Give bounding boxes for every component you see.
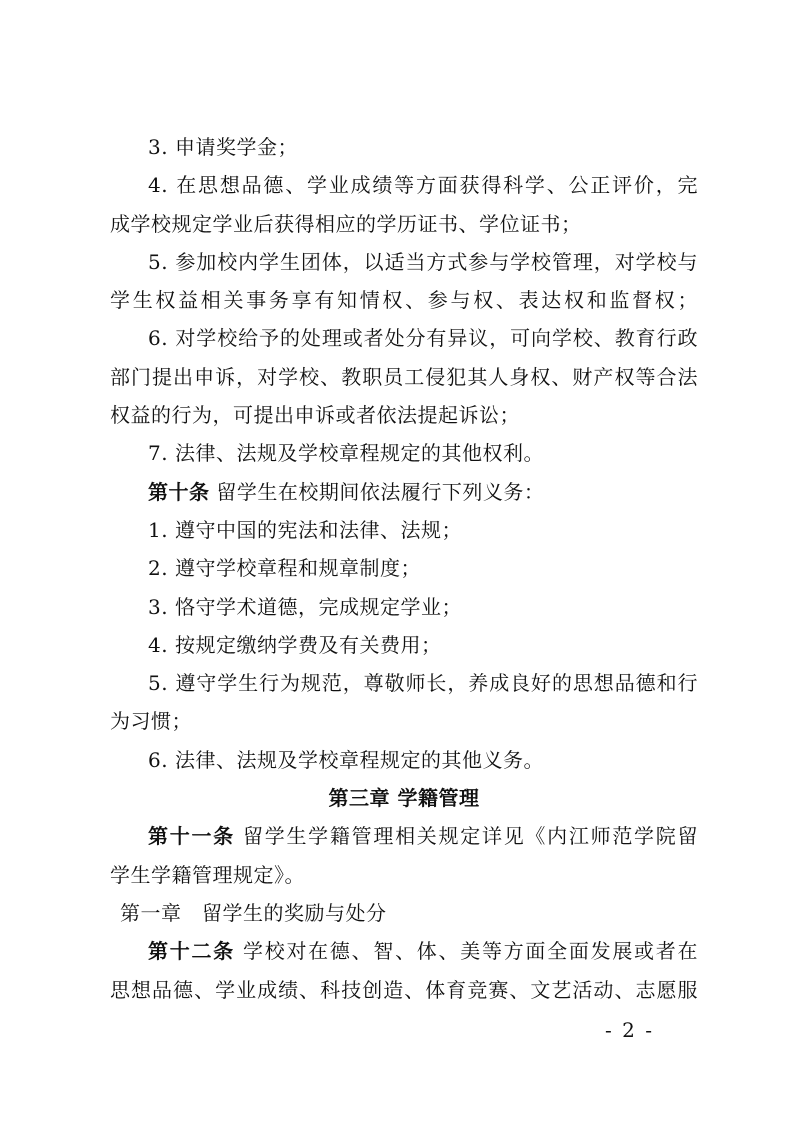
chapter-heading: 第三章 学籍管理 — [328, 786, 480, 811]
text-line: 学生权益相关事务享有知情权、参与权、表达权和监督权； — [110, 288, 698, 313]
article-text: 留学生在校期间依法履行下列义务： — [209, 479, 545, 504]
article-text: 留学生学籍管理相关规定详见《内江师范学院留 — [234, 824, 699, 849]
text-line: 5. 参加校内学生团体，以适当方式参与学校管理，对学校与 — [148, 249, 698, 274]
document-body — [110, 128, 698, 1009]
text-line: 7. 法律、法规及学校章程规定的其他权利。 — [148, 441, 544, 466]
article-label: 第十一条 — [148, 824, 235, 849]
section-heading: 第一章 留学生的奖励与处分 — [120, 900, 387, 925]
text-line: 6. 法律、法规及学校章程规定的其他义务。 — [148, 747, 544, 772]
text-line: 学生学籍管理规定》。 — [110, 862, 305, 887]
page-number: - 2 - — [605, 1018, 654, 1042]
text-line: 权益的行为，可提出申诉或者依法提起诉讼； — [110, 403, 520, 428]
article-label: 第十条 — [148, 479, 210, 504]
article-12 — [110, 932, 698, 970]
article-11 — [110, 817, 698, 855]
text-line: 2. 遵守学校章程和规章制度； — [148, 556, 421, 581]
text-line: 1. 遵守中国的宪法和法律、法规； — [148, 517, 462, 542]
text-line: 为习惯； — [110, 709, 192, 734]
text-line: 6. 对学校给予的处理或者处分有异议，可向学校、教育行政 — [148, 326, 698, 351]
text-line: 5. 遵守学生行为规范，尊敬师长，养成良好的思想品德和行 — [148, 671, 698, 696]
text-line: 3. 恪守学术道德，完成规定学业； — [148, 594, 462, 619]
text-line: 部门提出申诉，对学校、教职员工侵犯其人身权、财产权等合法 — [110, 364, 698, 389]
article-text: 学校对在德、智、体、美等方面全面发展或者在 — [234, 939, 699, 964]
text-line: 3. 申请奖学金； — [148, 135, 298, 159]
article-label: 第十二条 — [148, 939, 235, 964]
article-10 — [110, 473, 698, 511]
text-line: 4. 按规定缴纳学费及有关费用； — [148, 632, 442, 657]
text-line: 思想品德、学业成绩、科技创造、体育竞赛、文艺活动、志愿服 — [110, 977, 698, 1002]
text-line: 4. 在思想品德、学业成绩等方面获得科学、公正评价，完 — [148, 173, 698, 198]
text-line: 成学校规定学业后获得相应的学历证书、学位证书； — [110, 211, 582, 236]
